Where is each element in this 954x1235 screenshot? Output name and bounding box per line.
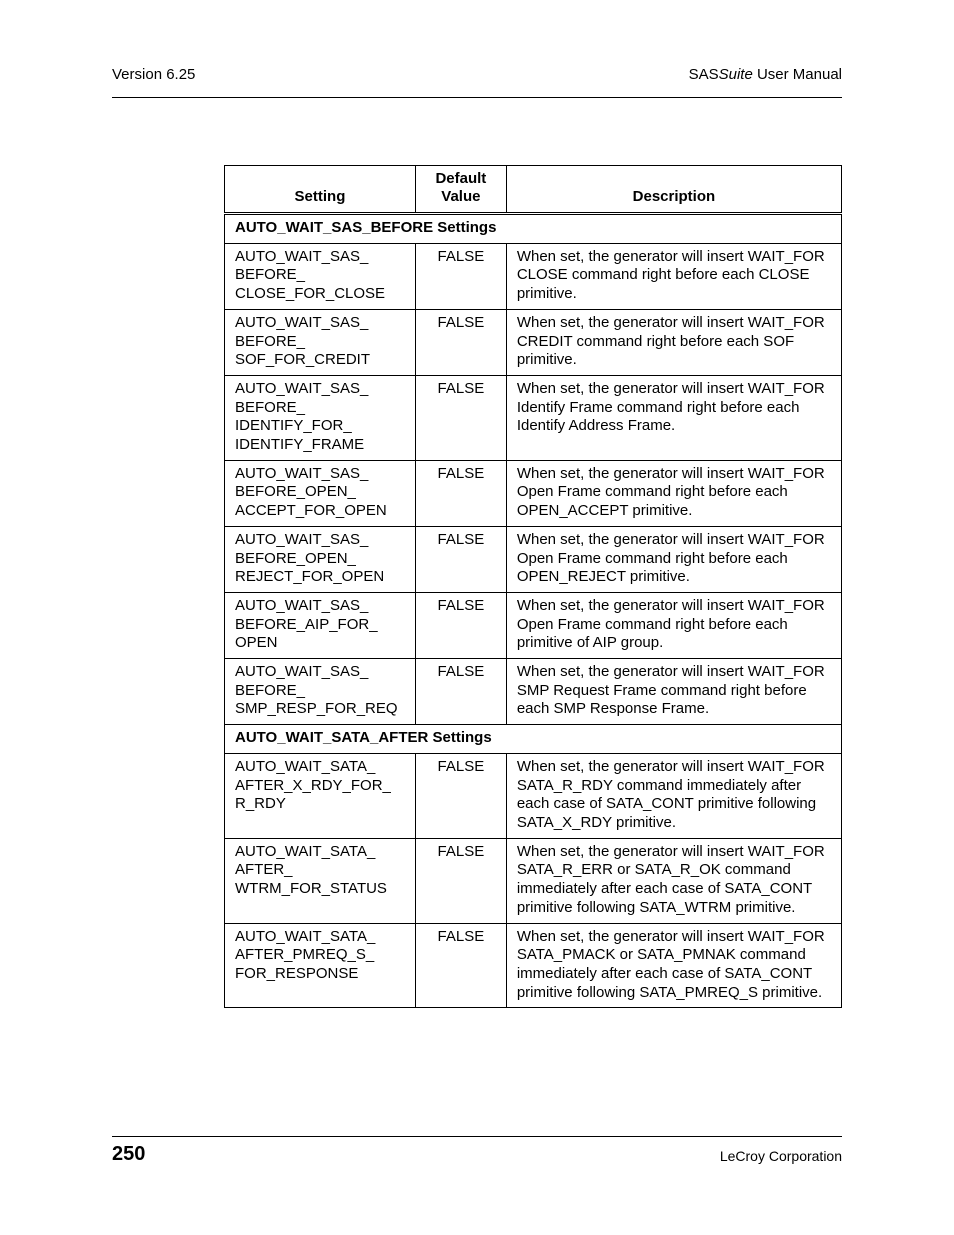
description-cell: When set, the generator will insert WAIT_FOR Open Frame command right before each OPEN_ACCEPT primitive. — [506, 460, 841, 526]
default-value-cell: FALSE — [415, 592, 506, 658]
default-value-cell: FALSE — [415, 838, 506, 923]
default-value-cell: FALSE — [415, 659, 506, 725]
header-manual-title — [689, 66, 842, 83]
description-cell: When set, the generator will insert WAIT_FOR Open Frame command right before each OPEN_REJECT primitive. — [506, 526, 841, 592]
manual-suffix: User Manual — [752, 66, 842, 83]
setting-cell: AUTO_WAIT_SAS_ BEFORE_AIP_FOR_ OPEN — [225, 592, 416, 658]
description-cell: When set, the generator will insert WAIT_FOR CREDIT command right before each SOF primitive. — [506, 309, 841, 375]
description-cell: When set, the generator will insert WAIT_FOR Identify Frame command right before each Identify Address Frame. — [506, 375, 841, 460]
default-value-cell: FALSE — [415, 923, 506, 1008]
header-version: Version 6.25 — [112, 66, 196, 83]
table-row — [225, 838, 842, 923]
setting-cell: AUTO_WAIT_SATA_ AFTER_X_RDY_FOR_ R_RDY — [225, 753, 416, 838]
manual-italic: Suite — [718, 66, 753, 83]
settings-table — [224, 165, 842, 1008]
footer-rule — [112, 1136, 842, 1137]
footer-company: LeCroy Corporation — [719, 1148, 842, 1164]
default-value-cell: FALSE — [415, 753, 506, 838]
setting-cell: AUTO_WAIT_SAS_ BEFORE_ CLOSE_FOR_CLOSE — [225, 243, 416, 309]
table-row — [225, 753, 842, 838]
setting-cell: AUTO_WAIT_SAS_ BEFORE_OPEN_ REJECT_FOR_OPEN — [225, 526, 416, 592]
table-row — [225, 460, 842, 526]
default-value-cell: FALSE — [415, 375, 506, 460]
section-row — [225, 725, 842, 754]
setting-cell: AUTO_WAIT_SATA_ AFTER_PMREQ_S_ FOR_RESPONSE — [225, 923, 416, 1008]
setting-cell: AUTO_WAIT_SAS_ BEFORE_ SMP_RESP_FOR_REQ — [225, 659, 416, 725]
description-cell: When set, the generator will insert WAIT_FOR SATA_R_ERR or SATA_R_OK command immediately after each case of SATA_CONT primitive following SATA_WTRM primitive. — [506, 838, 841, 923]
table-row — [225, 592, 842, 658]
setting-cell: AUTO_WAIT_SATA_ AFTER_ WTRM_FOR_STATUS — [225, 838, 416, 923]
table-row — [225, 375, 842, 460]
section-title: AUTO_WAIT_SATA_AFTER Settings — [225, 725, 842, 754]
page-number: 250 — [112, 1143, 146, 1165]
description-cell: When set, the generator will insert WAIT_FOR CLOSE command right before each CLOSE primitive. — [506, 243, 841, 309]
default-value-cell: FALSE — [415, 526, 506, 592]
description-cell: When set, the generator will insert WAIT_FOR SATA_R_RDY command immediately after each case of SATA_CONT primitive following SATA_X_RDY primitive. — [506, 753, 841, 838]
table-header-row — [225, 166, 842, 214]
table-row — [225, 309, 842, 375]
table-row — [225, 923, 842, 1008]
default-value-cell: FALSE — [415, 243, 506, 309]
setting-cell: AUTO_WAIT_SAS_ BEFORE_ IDENTIFY_FOR_ IDENTIFY_FRAME — [225, 375, 416, 460]
section-row — [225, 214, 842, 244]
settings-table-body — [225, 166, 842, 1008]
setting-cell: AUTO_WAIT_SAS_ BEFORE_OPEN_ ACCEPT_FOR_OPEN — [225, 460, 416, 526]
table-row — [225, 526, 842, 592]
description-cell: When set, the generator will insert WAIT_FOR SMP Request Frame command right before each SMP Response Frame. — [506, 659, 841, 725]
default-value-cell: FALSE — [415, 309, 506, 375]
section-title: AUTO_WAIT_SAS_BEFORE Settings — [225, 214, 842, 244]
default-value-cell: FALSE — [415, 460, 506, 526]
header-rule — [112, 97, 842, 98]
column-header-description: Description — [506, 166, 841, 214]
column-header-setting: Setting — [225, 166, 416, 214]
table-row — [225, 659, 842, 725]
table-row — [225, 243, 842, 309]
column-header-default-value: Default Value — [415, 166, 506, 214]
description-cell: When set, the generator will insert WAIT_FOR SATA_PMACK or SATA_PMNAK command immediately after each case of SATA_CONT primitive following SATA_PMREQ_S primitive. — [506, 923, 841, 1008]
manual-prefix: SAS — [688, 66, 719, 83]
description-cell: When set, the generator will insert WAIT_FOR Open Frame command right before each primitive of AIP group. — [506, 592, 841, 658]
setting-cell: AUTO_WAIT_SAS_ BEFORE_ SOF_FOR_CREDIT — [225, 309, 416, 375]
